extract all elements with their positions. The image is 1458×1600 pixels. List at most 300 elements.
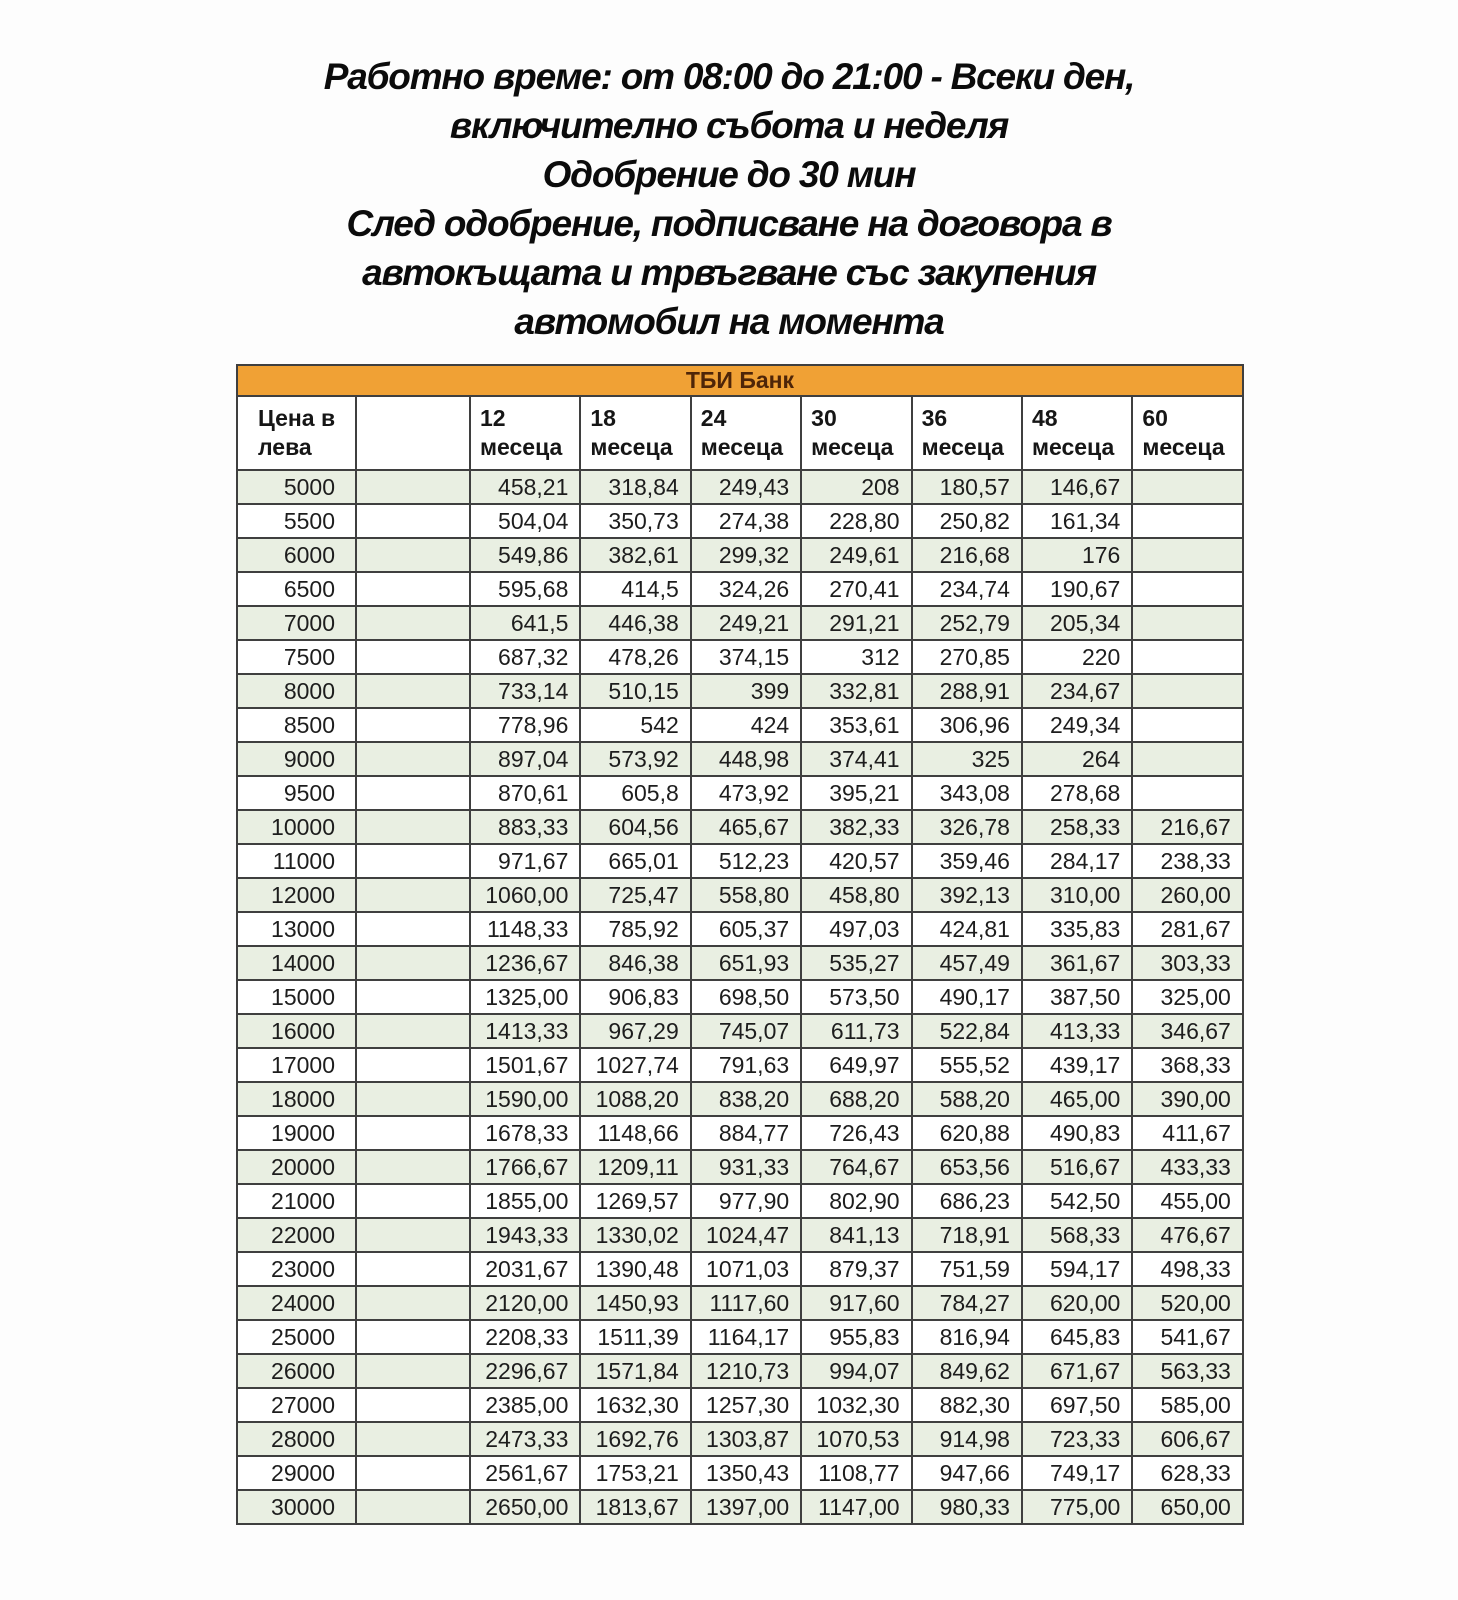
- payment-cell: 841,13: [801, 1218, 911, 1252]
- price-cell: 11000: [237, 844, 356, 878]
- payment-cell: 994,07: [801, 1354, 911, 1388]
- empty-cell: [356, 504, 470, 538]
- payment-cell: 1236,67: [470, 946, 580, 980]
- payment-cell: 458,21: [470, 470, 580, 504]
- empty-cell: [356, 1218, 470, 1252]
- payment-cell: 698,50: [691, 980, 801, 1014]
- payment-cell: 270,85: [912, 640, 1022, 674]
- payment-cell: 585,00: [1132, 1388, 1243, 1422]
- payment-cell: 1269,57: [580, 1184, 690, 1218]
- payment-cell: 520,00: [1132, 1286, 1243, 1320]
- price-column-header: [237, 396, 356, 470]
- payment-cell: 260,00: [1132, 878, 1243, 912]
- empty-cell: [356, 470, 470, 504]
- payment-cell: 645,83: [1022, 1320, 1132, 1354]
- payment-cell: 252,79: [912, 606, 1022, 640]
- table-row: [237, 538, 1243, 572]
- payment-cell: 549,86: [470, 538, 580, 572]
- payment-cell: 883,33: [470, 810, 580, 844]
- payment-cell: 249,43: [691, 470, 801, 504]
- payment-cell: 270,41: [801, 572, 911, 606]
- payment-cell: 303,33: [1132, 946, 1243, 980]
- payment-cell: 778,96: [470, 708, 580, 742]
- empty-cell: [356, 1082, 470, 1116]
- payment-cell: 1590,00: [470, 1082, 580, 1116]
- payment-cell: 278,68: [1022, 776, 1132, 810]
- payment-cell: 1108,77: [801, 1456, 911, 1490]
- payment-cell: 588,20: [912, 1082, 1022, 1116]
- table-row: [237, 776, 1243, 810]
- payment-cell: 510,15: [580, 674, 690, 708]
- payment-cell: 726,43: [801, 1116, 911, 1150]
- payment-cell: 1147,00: [801, 1490, 911, 1524]
- payment-cell: 516,67: [1022, 1150, 1132, 1184]
- price-cell: 26000: [237, 1354, 356, 1388]
- payment-cell: 176: [1022, 538, 1132, 572]
- payment-cell: 1070,53: [801, 1422, 911, 1456]
- payment-cell: 846,38: [580, 946, 690, 980]
- payment-cell: 784,27: [912, 1286, 1022, 1320]
- payment-cell: 284,17: [1022, 844, 1132, 878]
- payment-cell: 146,67: [1022, 470, 1132, 504]
- price-cell: 25000: [237, 1320, 356, 1354]
- payment-cell: 1210,73: [691, 1354, 801, 1388]
- payment-cell: 595,68: [470, 572, 580, 606]
- payment-cell: 498,33: [1132, 1252, 1243, 1286]
- payment-cell: 620,88: [912, 1116, 1022, 1150]
- table-row: [237, 1354, 1243, 1388]
- payment-cell: 971,67: [470, 844, 580, 878]
- bank-name-header: ТБИ Банк: [237, 365, 1243, 396]
- payment-cell: 190,67: [1022, 572, 1132, 606]
- month-column-header-18: [580, 396, 690, 470]
- payment-cell: 802,90: [801, 1184, 911, 1218]
- payment-cell: 1148,66: [580, 1116, 690, 1150]
- table-row: [237, 708, 1243, 742]
- table-row: [237, 504, 1243, 538]
- payment-cell: 350,73: [580, 504, 690, 538]
- payment-cell: 1164,17: [691, 1320, 801, 1354]
- payment-cell: 687,32: [470, 640, 580, 674]
- title-line: автомобил на момента: [514, 301, 944, 342]
- table-row: [237, 1490, 1243, 1524]
- payment-cell: 2296,67: [470, 1354, 580, 1388]
- empty-column-header: [356, 396, 470, 470]
- payment-cell: 374,15: [691, 640, 801, 674]
- month-word: месеца: [1142, 434, 1225, 460]
- table-row: [237, 1286, 1243, 1320]
- payment-cell: 751,59: [912, 1252, 1022, 1286]
- payment-cell: 671,67: [1022, 1354, 1132, 1388]
- payment-cell: [1132, 742, 1243, 776]
- payment-cell: 368,33: [1132, 1048, 1243, 1082]
- title-line: Одобрение до 30 мин: [542, 154, 916, 195]
- month-number: 24: [700, 405, 727, 431]
- empty-cell: [356, 1184, 470, 1218]
- empty-cell: [356, 1456, 470, 1490]
- payment-cell: 688,20: [801, 1082, 911, 1116]
- payment-cell: 605,8: [580, 776, 690, 810]
- empty-cell: [356, 674, 470, 708]
- payment-cell: 288,91: [912, 674, 1022, 708]
- payment-cell: 775,00: [1022, 1490, 1132, 1524]
- payment-cell: 849,62: [912, 1354, 1022, 1388]
- payment-cell: 504,04: [470, 504, 580, 538]
- empty-cell: [356, 1490, 470, 1524]
- title-line: автокъщата и трвъгване със закупения: [362, 252, 1096, 293]
- payment-cell: 967,29: [580, 1014, 690, 1048]
- price-cell: 9000: [237, 742, 356, 776]
- payment-cell: 1855,00: [470, 1184, 580, 1218]
- price-cell: 16000: [237, 1014, 356, 1048]
- table-row: [237, 1048, 1243, 1082]
- table-row: [237, 1252, 1243, 1286]
- payment-cell: 1571,84: [580, 1354, 690, 1388]
- empty-cell: [356, 1286, 470, 1320]
- payment-cell: 325,00: [1132, 980, 1243, 1014]
- price-cell: 21000: [237, 1184, 356, 1218]
- empty-cell: [356, 1116, 470, 1150]
- payment-cell: 2473,33: [470, 1422, 580, 1456]
- payment-cell: 439,17: [1022, 1048, 1132, 1082]
- payment-cell: [1132, 776, 1243, 810]
- payment-cell: 1753,21: [580, 1456, 690, 1490]
- month-column-header-24: [691, 396, 801, 470]
- month-number: 48: [1031, 405, 1058, 431]
- price-cell: 30000: [237, 1490, 356, 1524]
- table-row: [237, 640, 1243, 674]
- payment-cell: 947,66: [912, 1456, 1022, 1490]
- payment-cell: 420,57: [801, 844, 911, 878]
- payment-cell: 906,83: [580, 980, 690, 1014]
- payment-cell: 465,67: [691, 810, 801, 844]
- price-cell: 22000: [237, 1218, 356, 1252]
- payment-cell: 2385,00: [470, 1388, 580, 1422]
- payment-cell: 361,67: [1022, 946, 1132, 980]
- empty-cell: [356, 980, 470, 1014]
- price-cell: 8500: [237, 708, 356, 742]
- month-column-header-30: [801, 396, 911, 470]
- payment-cell: 1632,30: [580, 1388, 690, 1422]
- payment-cell: 291,21: [801, 606, 911, 640]
- month-column-header-36: [912, 396, 1022, 470]
- payment-cell: 791,63: [691, 1048, 801, 1082]
- payment-cell: 1088,20: [580, 1082, 690, 1116]
- payment-cell: 541,67: [1132, 1320, 1243, 1354]
- month-word: месеца: [700, 434, 784, 460]
- payment-cell: 1943,33: [470, 1218, 580, 1252]
- payment-cell: 399: [691, 674, 801, 708]
- table-row: [237, 1082, 1243, 1116]
- empty-cell: [356, 810, 470, 844]
- payment-cell: 220: [1022, 640, 1132, 674]
- payment-cell: 216,67: [1132, 810, 1243, 844]
- page-title: [0, 52, 1458, 346]
- payment-cell: 424: [691, 708, 801, 742]
- payment-cell: 324,26: [691, 572, 801, 606]
- empty-cell: [356, 742, 470, 776]
- payment-cell: 555,52: [912, 1048, 1022, 1082]
- table-row: [237, 470, 1243, 504]
- payment-cell: [1132, 504, 1243, 538]
- payment-cell: 497,03: [801, 912, 911, 946]
- payment-cell: 299,32: [691, 538, 801, 572]
- table-row: [237, 1184, 1243, 1218]
- empty-cell: [356, 708, 470, 742]
- payment-cell: 382,61: [580, 538, 690, 572]
- price-cell: 13000: [237, 912, 356, 946]
- price-cell: 5000: [237, 470, 356, 504]
- payment-cell: 653,56: [912, 1150, 1022, 1184]
- payment-cell: 446,38: [580, 606, 690, 640]
- table-row: [237, 742, 1243, 776]
- payment-cell: 606,67: [1132, 1422, 1243, 1456]
- payment-cell: 1325,00: [470, 980, 580, 1014]
- payment-cell: 374,41: [801, 742, 911, 776]
- payment-cell: 458,80: [801, 878, 911, 912]
- payment-cell: 258,33: [1022, 810, 1132, 844]
- payment-cell: 161,34: [1022, 504, 1132, 538]
- payment-cell: [1132, 470, 1243, 504]
- payment-cell: 1148,33: [470, 912, 580, 946]
- empty-cell: [356, 1150, 470, 1184]
- payment-cell: 563,33: [1132, 1354, 1243, 1388]
- table-row: [237, 810, 1243, 844]
- payment-cell: 310,00: [1022, 878, 1132, 912]
- table-row: [237, 572, 1243, 606]
- payment-cell: 955,83: [801, 1320, 911, 1354]
- price-cell: 27000: [237, 1388, 356, 1422]
- month-word: месеца: [1031, 434, 1115, 460]
- payment-cell: 665,01: [580, 844, 690, 878]
- payment-cell: 542,50: [1022, 1184, 1132, 1218]
- payment-cell: 649,97: [801, 1048, 911, 1082]
- payment-cell: 2120,00: [470, 1286, 580, 1320]
- table-row: [237, 912, 1243, 946]
- payment-cell: 718,91: [912, 1218, 1022, 1252]
- payment-cell: 1678,33: [470, 1116, 580, 1150]
- payment-cell: 490,17: [912, 980, 1022, 1014]
- payment-cell: 318,84: [580, 470, 690, 504]
- price-cell: 14000: [237, 946, 356, 980]
- payment-cell: 628,33: [1132, 1456, 1243, 1490]
- empty-cell: [356, 878, 470, 912]
- payment-cell: 208: [801, 470, 911, 504]
- payment-cell: 264: [1022, 742, 1132, 776]
- payment-cell: 343,08: [912, 776, 1022, 810]
- payment-cell: 1692,76: [580, 1422, 690, 1456]
- price-cell: 19000: [237, 1116, 356, 1150]
- empty-cell: [356, 538, 470, 572]
- payment-cell: 359,46: [912, 844, 1022, 878]
- payment-cell: 542: [580, 708, 690, 742]
- payment-cell: 641,5: [470, 606, 580, 640]
- payment-cell: 2650,00: [470, 1490, 580, 1524]
- payment-cell: 473,92: [691, 776, 801, 810]
- empty-cell: [356, 1354, 470, 1388]
- payment-cell: 392,13: [912, 878, 1022, 912]
- empty-cell: [356, 844, 470, 878]
- payment-cell: 455,00: [1132, 1184, 1243, 1218]
- payment-cell: 697,50: [1022, 1388, 1132, 1422]
- payment-cell: 573,92: [580, 742, 690, 776]
- payment-cell: 216,68: [912, 538, 1022, 572]
- price-cell: 28000: [237, 1422, 356, 1456]
- payment-cell: 1813,67: [580, 1490, 690, 1524]
- payment-cell: 611,73: [801, 1014, 911, 1048]
- table-row: [237, 1150, 1243, 1184]
- table-row: [237, 606, 1243, 640]
- table-row: [237, 674, 1243, 708]
- month-word: месеца: [811, 434, 894, 460]
- payment-cell: 573,50: [801, 980, 911, 1014]
- price-table: [236, 364, 1244, 1525]
- price-cell: 12000: [237, 878, 356, 912]
- payment-cell: 884,77: [691, 1116, 801, 1150]
- month-number: 12: [480, 405, 506, 431]
- month-word: месеца: [590, 434, 673, 460]
- price-cell: 7000: [237, 606, 356, 640]
- payment-cell: 281,67: [1132, 912, 1243, 946]
- price-cell: 6000: [237, 538, 356, 572]
- payment-cell: 723,33: [1022, 1422, 1132, 1456]
- payment-cell: [1132, 572, 1243, 606]
- payment-cell: 346,67: [1132, 1014, 1243, 1048]
- payment-cell: 234,67: [1022, 674, 1132, 708]
- payment-cell: 764,67: [801, 1150, 911, 1184]
- payment-cell: 650,00: [1132, 1490, 1243, 1524]
- payment-cell: 977,90: [691, 1184, 801, 1218]
- price-header-line1: Цена в: [258, 405, 336, 431]
- payment-cell: 476,67: [1132, 1218, 1243, 1252]
- table-row: [237, 1320, 1243, 1354]
- payment-cell: 535,27: [801, 946, 911, 980]
- payment-cell: 568,33: [1022, 1218, 1132, 1252]
- payment-cell: 1511,39: [580, 1320, 690, 1354]
- payment-cell: 1450,93: [580, 1286, 690, 1320]
- empty-cell: [356, 606, 470, 640]
- payment-cell: 249,61: [801, 538, 911, 572]
- price-header-line2: лева: [258, 434, 312, 460]
- price-cell: 8000: [237, 674, 356, 708]
- price-cell: 20000: [237, 1150, 356, 1184]
- payment-cell: 725,47: [580, 878, 690, 912]
- empty-cell: [356, 776, 470, 810]
- payment-cell: 490,83: [1022, 1116, 1132, 1150]
- payment-cell: 2208,33: [470, 1320, 580, 1354]
- empty-cell: [356, 1048, 470, 1082]
- table-row: [237, 878, 1243, 912]
- payment-cell: 980,33: [912, 1490, 1022, 1524]
- table-row: [237, 980, 1243, 1014]
- payment-cell: 274,38: [691, 504, 801, 538]
- payment-cell: 395,21: [801, 776, 911, 810]
- table-row: [237, 1456, 1243, 1490]
- payment-cell: 816,94: [912, 1320, 1022, 1354]
- payment-cell: 870,61: [470, 776, 580, 810]
- payment-cell: 785,92: [580, 912, 690, 946]
- payment-cell: 306,96: [912, 708, 1022, 742]
- month-number: 60: [1142, 405, 1168, 431]
- table-row: [237, 1116, 1243, 1150]
- month-number: 30: [811, 405, 837, 431]
- payment-cell: 512,23: [691, 844, 801, 878]
- month-column-header-60: [1132, 396, 1243, 470]
- payment-cell: 1060,00: [470, 878, 580, 912]
- payment-cell: 1303,87: [691, 1422, 801, 1456]
- title-line: След одобрение, подписване на договора в: [346, 203, 1112, 244]
- month-column-header-12: [470, 396, 580, 470]
- payment-cell: 414,5: [580, 572, 690, 606]
- payment-cell: 1330,02: [580, 1218, 690, 1252]
- payment-cell: [1132, 606, 1243, 640]
- payment-cell: 228,80: [801, 504, 911, 538]
- empty-cell: [356, 946, 470, 980]
- price-cell: 6500: [237, 572, 356, 606]
- empty-cell: [356, 1320, 470, 1354]
- empty-cell: [356, 912, 470, 946]
- payment-cell: 931,33: [691, 1150, 801, 1184]
- payment-cell: 332,81: [801, 674, 911, 708]
- table-row: [237, 1014, 1243, 1048]
- bank-header-row: [237, 365, 1243, 396]
- table-body: [237, 470, 1243, 1524]
- payment-cell: 2031,67: [470, 1252, 580, 1286]
- payment-cell: 838,20: [691, 1082, 801, 1116]
- empty-cell: [356, 1422, 470, 1456]
- payment-cell: 1071,03: [691, 1252, 801, 1286]
- payment-cell: 326,78: [912, 810, 1022, 844]
- payment-cell: 651,93: [691, 946, 801, 980]
- payment-cell: [1132, 674, 1243, 708]
- payment-cell: [1132, 538, 1243, 572]
- price-cell: 24000: [237, 1286, 356, 1320]
- payment-cell: 465,00: [1022, 1082, 1132, 1116]
- payment-cell: 605,37: [691, 912, 801, 946]
- payment-cell: 620,00: [1022, 1286, 1132, 1320]
- column-header-row: [237, 396, 1243, 470]
- payment-cell: 249,34: [1022, 708, 1132, 742]
- payment-cell: 180,57: [912, 470, 1022, 504]
- payment-cell: 914,98: [912, 1422, 1022, 1456]
- payment-cell: 238,33: [1132, 844, 1243, 878]
- payment-cell: 745,07: [691, 1014, 801, 1048]
- table-row: [237, 946, 1243, 980]
- payment-cell: 382,33: [801, 810, 911, 844]
- payment-cell: 413,33: [1022, 1014, 1132, 1048]
- price-cell: 17000: [237, 1048, 356, 1082]
- payment-cell: 733,14: [470, 674, 580, 708]
- month-number: 36: [921, 405, 948, 431]
- payment-cell: 1390,48: [580, 1252, 690, 1286]
- payment-cell: 335,83: [1022, 912, 1132, 946]
- payment-cell: 1117,60: [691, 1286, 801, 1320]
- price-cell: 18000: [237, 1082, 356, 1116]
- payment-cell: 1027,74: [580, 1048, 690, 1082]
- empty-cell: [356, 1252, 470, 1286]
- payment-cell: 1766,67: [470, 1150, 580, 1184]
- month-number: 18: [590, 405, 616, 431]
- table-row: [237, 1218, 1243, 1252]
- month-word: месеца: [921, 434, 1004, 460]
- price-cell: 15000: [237, 980, 356, 1014]
- payment-cell: 448,98: [691, 742, 801, 776]
- payment-cell: 478,26: [580, 640, 690, 674]
- empty-cell: [356, 1388, 470, 1422]
- payment-cell: 604,56: [580, 810, 690, 844]
- empty-cell: [356, 572, 470, 606]
- title-line: включително събота и неделя: [449, 105, 1009, 146]
